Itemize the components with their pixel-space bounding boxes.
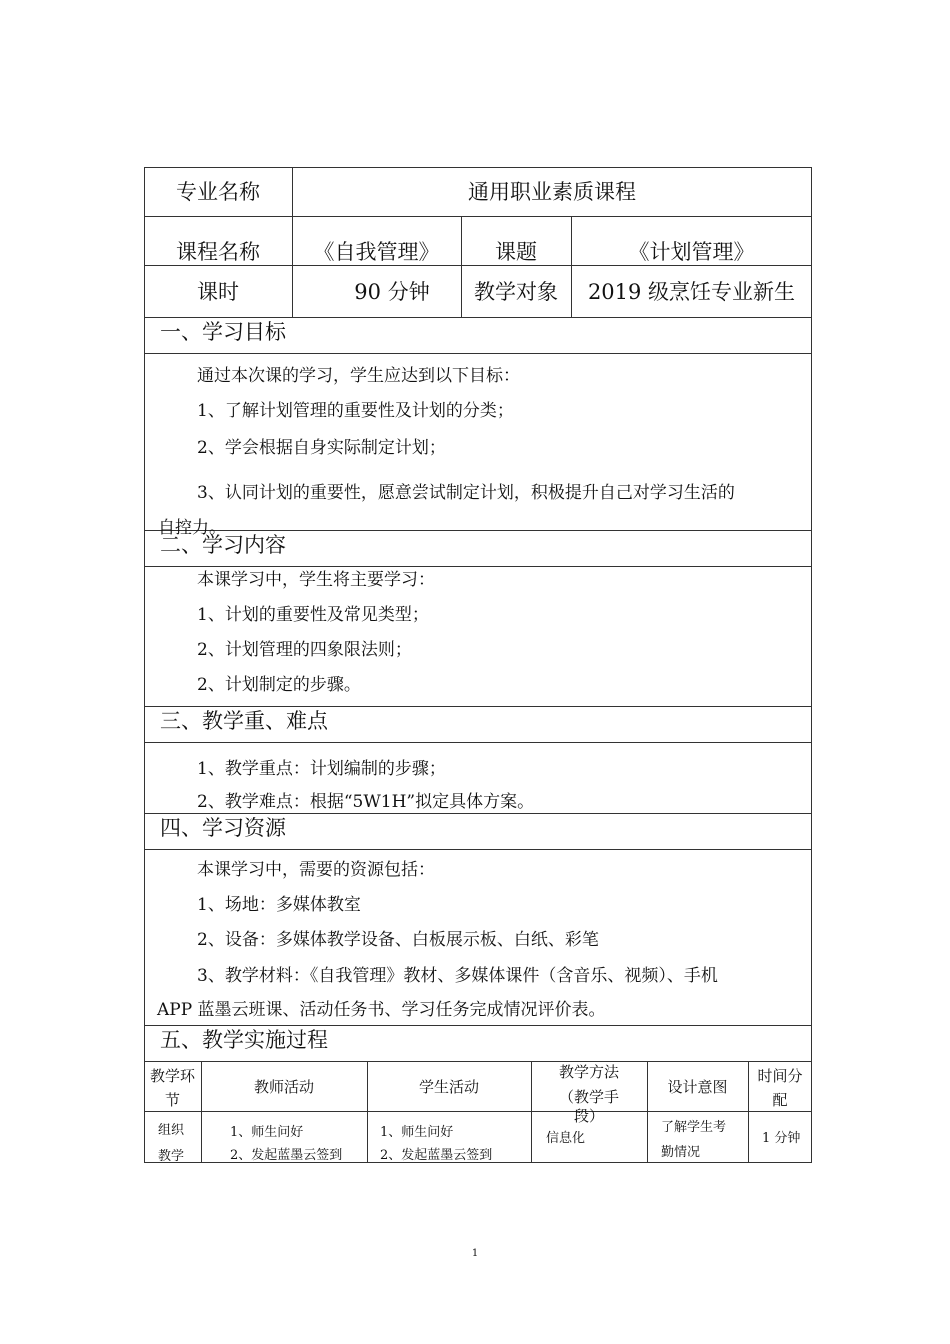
col-header-intent: 设计意图: [667, 1078, 728, 1096]
topic-label: 课题: [495, 240, 537, 264]
col-header-teacher: 教师活动: [253, 1078, 314, 1096]
row-method: 信息化: [546, 1131, 586, 1146]
section-title-content: 二、学习内容: [160, 533, 286, 557]
table-rule: [144, 530, 812, 531]
table-rule: [647, 1061, 648, 1163]
col-header-method-line: 段）: [573, 1107, 604, 1125]
table-rule: [144, 813, 812, 814]
table-rule: [144, 1111, 812, 1112]
col-header-stage: 节: [164, 1091, 180, 1109]
table-rule: [201, 1061, 202, 1163]
table-rule: [367, 1061, 368, 1163]
section-title-objectives: 一、学习目标: [160, 320, 286, 344]
table-rule: [144, 317, 812, 318]
resources-line: 3、教学材料：《自我管理》教材、多媒体课件（含音乐、视频）、手机: [197, 966, 718, 986]
topic-value: 《计划管理》: [628, 240, 755, 264]
objectives-line: 3、认同计划的重要性，愿意尝试制定计划，积极提升自己对学习生活的: [197, 483, 735, 503]
col-header-time: 时间分: [757, 1067, 803, 1085]
resources-line: APP 蓝墨云班课、活动任务书、学习任务完成情况评价表。: [157, 1000, 606, 1020]
table-rule: [144, 1061, 812, 1062]
objectives-line: 1、了解计划管理的重要性及计划的分类；: [197, 401, 514, 421]
section-title-resources: 四、学习资源: [160, 816, 286, 840]
row-student: 1、师生问好: [380, 1125, 454, 1140]
course-label: 课程名称: [176, 240, 260, 264]
table-rule: [144, 265, 812, 266]
col-header-time: 配: [772, 1091, 788, 1109]
content-line: 2、计划管理的四象限法则；: [197, 640, 412, 660]
row-intent: 了解学生考: [661, 1120, 727, 1135]
section-title-process: 五、教学实施过程: [160, 1028, 328, 1052]
col-header-method-line: （教学手: [558, 1088, 619, 1106]
resources-line: 2、设备：多媒体教学设备、白板展示板、白纸、彩笔: [197, 930, 599, 950]
table-rule: [144, 849, 812, 850]
page-number: 1: [471, 1248, 479, 1259]
table-rule: [144, 216, 812, 217]
col-header-method: [532, 1062, 646, 1125]
table-rule: [144, 1025, 812, 1026]
content-line: 2、计划制定的步骤。: [197, 675, 361, 695]
course-value: 《自我管理》: [313, 240, 440, 264]
table-rule: [144, 353, 812, 354]
row-time: 1 分钟: [762, 1131, 801, 1146]
objectives-overflow: [155, 512, 355, 538]
hours-value: 90 分钟: [354, 280, 430, 304]
major-label: 专业名称: [176, 180, 260, 204]
content-line: 本课学习中，学生将主要学习：: [197, 570, 435, 590]
row-stage: 组织: [158, 1123, 185, 1138]
col-header-stage: 教学环: [149, 1067, 195, 1085]
table-rule: [144, 566, 812, 567]
resources-line: 1、场地：多媒体教室: [197, 895, 361, 915]
row-teacher: 2、发起蓝墨云签到: [230, 1148, 343, 1163]
row-teacher: 1、师生问好: [230, 1125, 304, 1140]
row-student: 2、发起蓝墨云签到: [380, 1148, 493, 1163]
content-line: 1、计划的重要性及常见类型；: [197, 605, 429, 625]
col-header-student: 学生活动: [418, 1078, 479, 1096]
resources-line: 本课学习中，需要的资源包括：: [197, 860, 435, 880]
section-title-key-points: 三、教学重、难点: [160, 709, 328, 733]
objectives-line: 通过本次课的学习，学生应达到以下目标：: [197, 366, 520, 386]
row-intent: 勤情况: [661, 1145, 701, 1160]
hours-label: 课时: [197, 280, 239, 304]
objectives-line: 自控力。: [158, 518, 226, 538]
target-label: 教学对象: [474, 280, 558, 304]
major-value: 通用职业素质课程: [468, 180, 636, 204]
objectives-line: 2、学会根据自身实际制定计划；: [197, 438, 446, 458]
col-header-method-line: 教学方法: [558, 1063, 619, 1081]
target-value: 2019 级烹饪专业新生: [587, 280, 796, 304]
row-stage: 教学: [158, 1149, 185, 1164]
table-rule: [144, 742, 812, 743]
key-points-line: 2、教学难点：根据“5W1H”拟定具体方案。: [197, 792, 535, 812]
key-points-line: 1、教学重点：计划编制的步骤；: [197, 759, 446, 779]
table-rule: [144, 706, 812, 707]
